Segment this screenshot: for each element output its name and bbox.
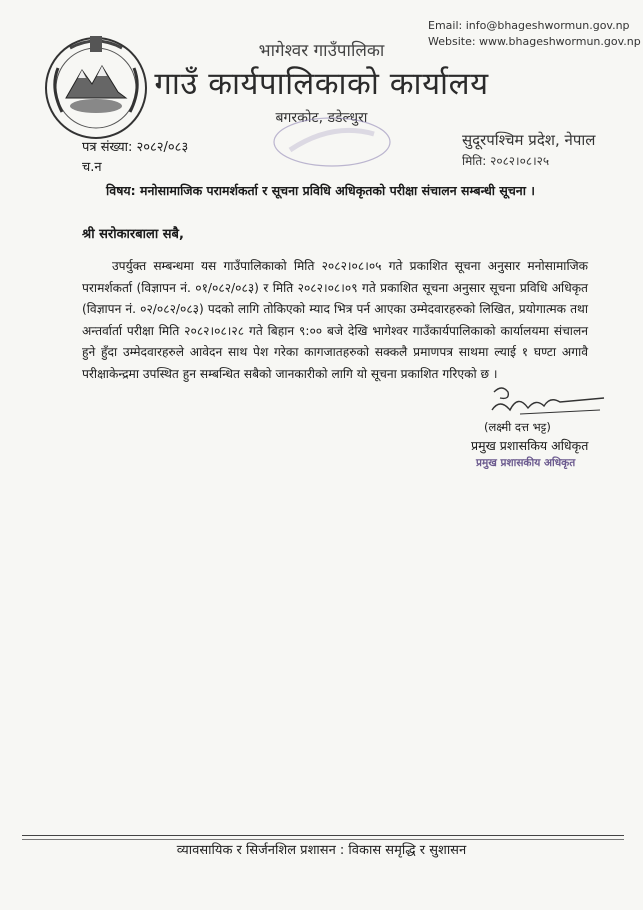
dispatch-number: च.न	[82, 160, 102, 175]
signatory-title: प्रमुख प्रशासकिय अधिकृत	[471, 438, 589, 453]
office-name: गाउँ कार्यपालिकाको कार्यालय	[154, 66, 489, 102]
handwritten-signature	[480, 384, 610, 424]
reference-block	[82, 138, 188, 178]
subject-line: विषय: मनोसामाजिक परामर्शकर्ता र सूचना प्रविधि अधिकृतको परीक्षा संचालन सम्बन्धी सूचना ।	[106, 183, 536, 198]
municipality-name: भागेश्वर गाउँपालिका	[258, 41, 385, 61]
website-text[interactable]: Website: www.bhageshwormun.gov.np	[428, 35, 641, 48]
footer-slogan: व्यावसायिक र सिर्जनशिल प्रशासन : विकास समृद्धि र सुशासन	[176, 843, 467, 858]
province-label: सुदूरपश्चिम प्रदेश, नेपाल	[462, 131, 596, 149]
letter-date: मिति: २०८२।०८।२५	[462, 154, 550, 168]
email-text[interactable]: Email: info@bhageshwormun.gov.np	[428, 19, 630, 32]
notice-body: उपर्युक्त सम्बन्धमा यस गाउँपालिकाको मिति २०८२।०८।०५ गते प्रकाशित सूचना अनुसार मनोसामाजिक परामर्शकर्ता (विज्ञापन नं. ०१/०८२/०८३) र मिति २०८२।०८।०९ गते प्रकाशित सूचना अनुसार सूचना प्रविधि अधिकृत (विज्ञापन नं. ०२/०८२/०८३) पदको लागि तोकिएको म्याद भित्र पर्न आएका उम्मेदवारहरुको लिखित, प्रयोगात्मक तथा अन्तर्वार्ता परीक्षा मिति २०८२।०८।२८ गते बिहान ९:०० बजे देखि भागेश्वर गाउँकार्यपालिकाको कार्यालयमा संचालन हुने हुँदा उम्मेदवारहरुले आवेदन साथ पेश गरेका कागजातहरुको सक्कलै प्रमाणपत्र साथमा ल्याई १ घण्टा अगावै परीक्षाकेन्द्रमा उपस्थित हुन सम्बन्धित सबैको जानकारीको लागि यो सूचना प्रकाशित गरिएको छ ।	[82, 259, 588, 381]
footer-divider	[22, 835, 624, 836]
salutation: श्री सरोकारबाला सबै,	[82, 227, 184, 242]
signatory-stamp: प्रमुख प्रशासकीय अधिकृत	[476, 457, 576, 469]
letter-number: पत्र संख्या: २०८२/०८३	[82, 140, 189, 155]
signatory-name: (लक्ष्मी दत्त भट्ट)	[484, 420, 551, 434]
office-address: बगरकोट, डडेल्धुरा	[275, 110, 368, 126]
office-seal-stamp	[262, 112, 402, 172]
